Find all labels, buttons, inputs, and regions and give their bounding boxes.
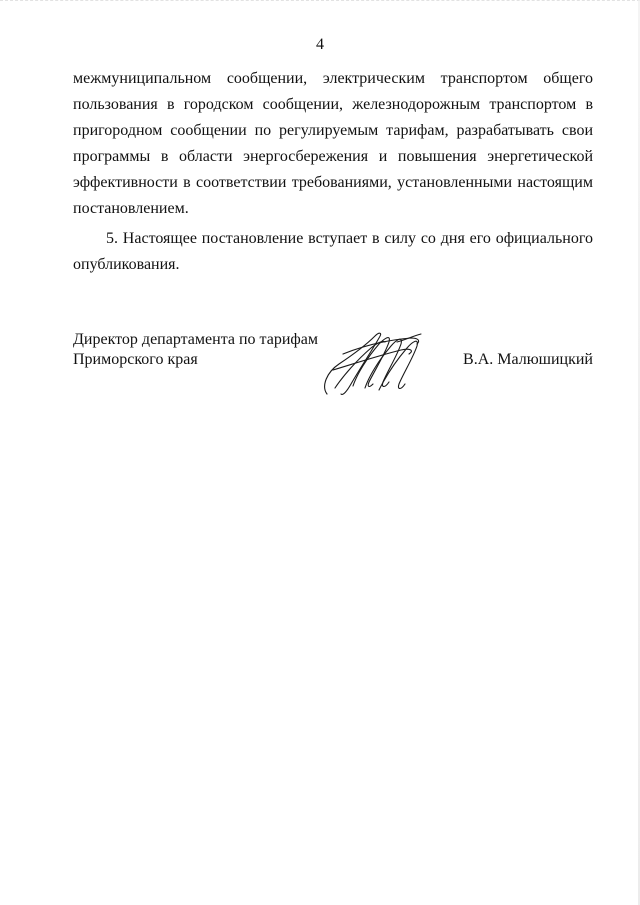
paragraph-5	[73, 226, 593, 278]
signer-position-line-1: Директор департамента по тарифам	[73, 331, 318, 348]
signer-position-line-2: Приморского края	[73, 351, 198, 368]
signer-position	[73, 330, 318, 370]
scan-edge-top	[0, 0, 640, 4]
paragraph-line: межмуниципальном сообщении, электрическим транспортом общего	[73, 70, 593, 87]
handwritten-signature	[313, 324, 433, 404]
paragraph-line: эффективности в соответствии требованиями, установленными настоящим	[73, 174, 593, 191]
paragraph-line: постановлением.	[73, 200, 189, 217]
signature-block	[73, 324, 593, 424]
paragraph-line: пользования в городском сообщении, железнодорожным транспортом в	[73, 96, 593, 113]
continued-paragraph	[73, 66, 593, 222]
page-number: 4	[316, 36, 324, 53]
paragraph-line: программы в области энергосбережения и повышения энергетической	[73, 148, 593, 165]
signer-name: В.А. Малюшицкий	[463, 351, 593, 368]
paragraph-line: пригородном сообщении по регулируемым тарифам, разрабатывать свои	[73, 122, 593, 139]
paragraph-line: 5. Настоящее постановление вступает в силу со дня его официального	[106, 230, 593, 247]
paragraph-line: опубликования.	[73, 256, 180, 273]
